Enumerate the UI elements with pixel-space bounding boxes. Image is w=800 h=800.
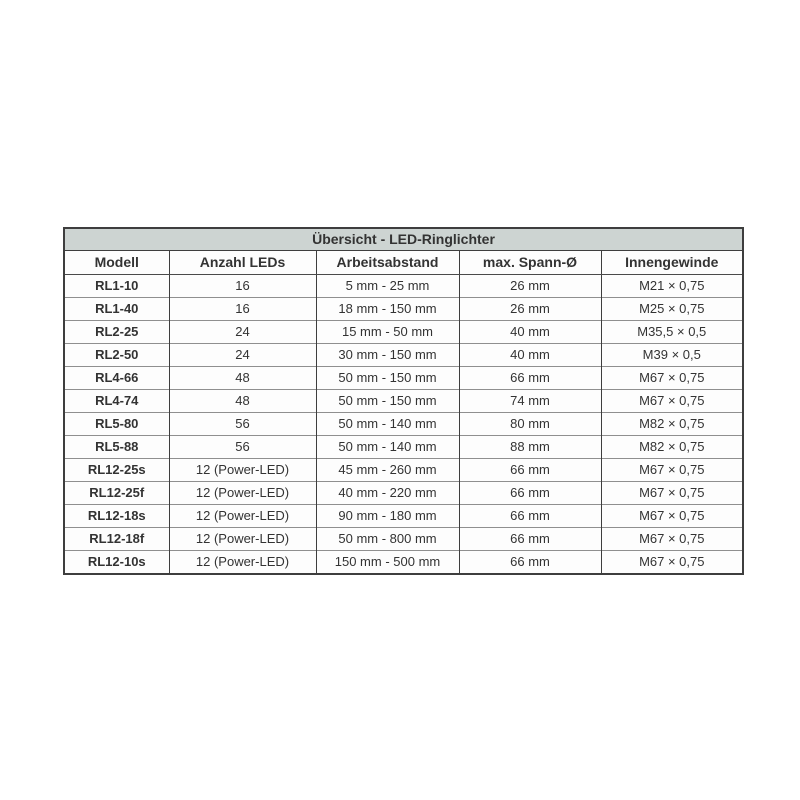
table-row — [64, 321, 743, 344]
cell-innengewinde: M25 × 0,75 — [601, 298, 743, 321]
cell-anzahl-leds: 12 (Power-LED) — [169, 459, 316, 482]
table-row — [64, 413, 743, 436]
cell-modell: RL12-18f — [64, 528, 169, 551]
cell-max-spann: 40 mm — [459, 321, 601, 344]
cell-innengewinde: M35,5 × 0,5 — [601, 321, 743, 344]
table-row — [64, 482, 743, 505]
cell-max-spann: 66 mm — [459, 551, 601, 575]
table-row — [64, 436, 743, 459]
table-row — [64, 528, 743, 551]
cell-anzahl-leds: 12 (Power-LED) — [169, 528, 316, 551]
col-header-modell: Modell — [64, 251, 169, 275]
cell-innengewinde: M82 × 0,75 — [601, 436, 743, 459]
cell-innengewinde: M67 × 0,75 — [601, 390, 743, 413]
cell-anzahl-leds: 48 — [169, 390, 316, 413]
cell-arbeitsabstand: 50 mm - 140 mm — [316, 413, 459, 436]
cell-arbeitsabstand: 150 mm - 500 mm — [316, 551, 459, 575]
led-ringlight-spec-table — [63, 227, 744, 575]
table-row — [64, 390, 743, 413]
table-row — [64, 505, 743, 528]
cell-innengewinde: M67 × 0,75 — [601, 482, 743, 505]
cell-innengewinde: M67 × 0,75 — [601, 505, 743, 528]
cell-modell: RL4-74 — [64, 390, 169, 413]
cell-innengewinde: M67 × 0,75 — [601, 551, 743, 575]
cell-arbeitsabstand: 5 mm - 25 mm — [316, 275, 459, 298]
cell-anzahl-leds: 24 — [169, 321, 316, 344]
cell-max-spann: 66 mm — [459, 482, 601, 505]
cell-anzahl-leds: 12 (Power-LED) — [169, 505, 316, 528]
table-title-row — [64, 228, 743, 251]
cell-max-spann: 66 mm — [459, 367, 601, 390]
cell-modell: RL12-25f — [64, 482, 169, 505]
table-row — [64, 459, 743, 482]
cell-modell: RL2-50 — [64, 344, 169, 367]
cell-anzahl-leds: 12 (Power-LED) — [169, 551, 316, 575]
cell-modell: RL12-25s — [64, 459, 169, 482]
cell-modell: RL12-18s — [64, 505, 169, 528]
cell-max-spann: 66 mm — [459, 459, 601, 482]
cell-anzahl-leds: 56 — [169, 436, 316, 459]
cell-modell: RL4-66 — [64, 367, 169, 390]
cell-innengewinde: M67 × 0,75 — [601, 528, 743, 551]
col-header-innengewinde: Innengewinde — [601, 251, 743, 275]
cell-max-spann: 26 mm — [459, 298, 601, 321]
cell-max-spann: 40 mm — [459, 344, 601, 367]
cell-innengewinde: M67 × 0,75 — [601, 459, 743, 482]
cell-max-spann: 26 mm — [459, 275, 601, 298]
cell-arbeitsabstand: 50 mm - 150 mm — [316, 367, 459, 390]
table-row — [64, 367, 743, 390]
cell-arbeitsabstand: 50 mm - 150 mm — [316, 390, 459, 413]
cell-modell: RL1-40 — [64, 298, 169, 321]
cell-anzahl-leds: 48 — [169, 367, 316, 390]
spec-table — [63, 227, 744, 575]
cell-max-spann: 88 mm — [459, 436, 601, 459]
cell-modell: RL5-88 — [64, 436, 169, 459]
table-header-row — [64, 251, 743, 275]
cell-anzahl-leds: 12 (Power-LED) — [169, 482, 316, 505]
cell-arbeitsabstand: 45 mm - 260 mm — [316, 459, 459, 482]
cell-modell: RL12-10s — [64, 551, 169, 575]
cell-innengewinde: M21 × 0,75 — [601, 275, 743, 298]
cell-arbeitsabstand: 30 mm - 150 mm — [316, 344, 459, 367]
cell-innengewinde: M67 × 0,75 — [601, 367, 743, 390]
cell-modell: RL2-25 — [64, 321, 169, 344]
cell-modell: RL5-80 — [64, 413, 169, 436]
table-row — [64, 275, 743, 298]
cell-anzahl-leds: 24 — [169, 344, 316, 367]
cell-max-spann: 80 mm — [459, 413, 601, 436]
cell-arbeitsabstand: 50 mm - 800 mm — [316, 528, 459, 551]
cell-arbeitsabstand: 50 mm - 140 mm — [316, 436, 459, 459]
col-header-max-spann: max. Spann-Ø — [459, 251, 601, 275]
cell-max-spann: 66 mm — [459, 528, 601, 551]
table-row — [64, 551, 743, 575]
cell-innengewinde: M82 × 0,75 — [601, 413, 743, 436]
cell-anzahl-leds: 16 — [169, 275, 316, 298]
cell-max-spann: 66 mm — [459, 505, 601, 528]
table-row — [64, 298, 743, 321]
cell-arbeitsabstand: 40 mm - 220 mm — [316, 482, 459, 505]
table-title: Übersicht - LED-Ringlichter — [64, 228, 743, 251]
cell-modell: RL1-10 — [64, 275, 169, 298]
cell-arbeitsabstand: 18 mm - 150 mm — [316, 298, 459, 321]
cell-arbeitsabstand: 90 mm - 180 mm — [316, 505, 459, 528]
cell-innengewinde: M39 × 0,5 — [601, 344, 743, 367]
cell-anzahl-leds: 56 — [169, 413, 316, 436]
cell-max-spann: 74 mm — [459, 390, 601, 413]
cell-anzahl-leds: 16 — [169, 298, 316, 321]
table-row — [64, 344, 743, 367]
cell-arbeitsabstand: 15 mm - 50 mm — [316, 321, 459, 344]
col-header-arbeitsabstand: Arbeitsabstand — [316, 251, 459, 275]
col-header-anzahl-leds: Anzahl LEDs — [169, 251, 316, 275]
